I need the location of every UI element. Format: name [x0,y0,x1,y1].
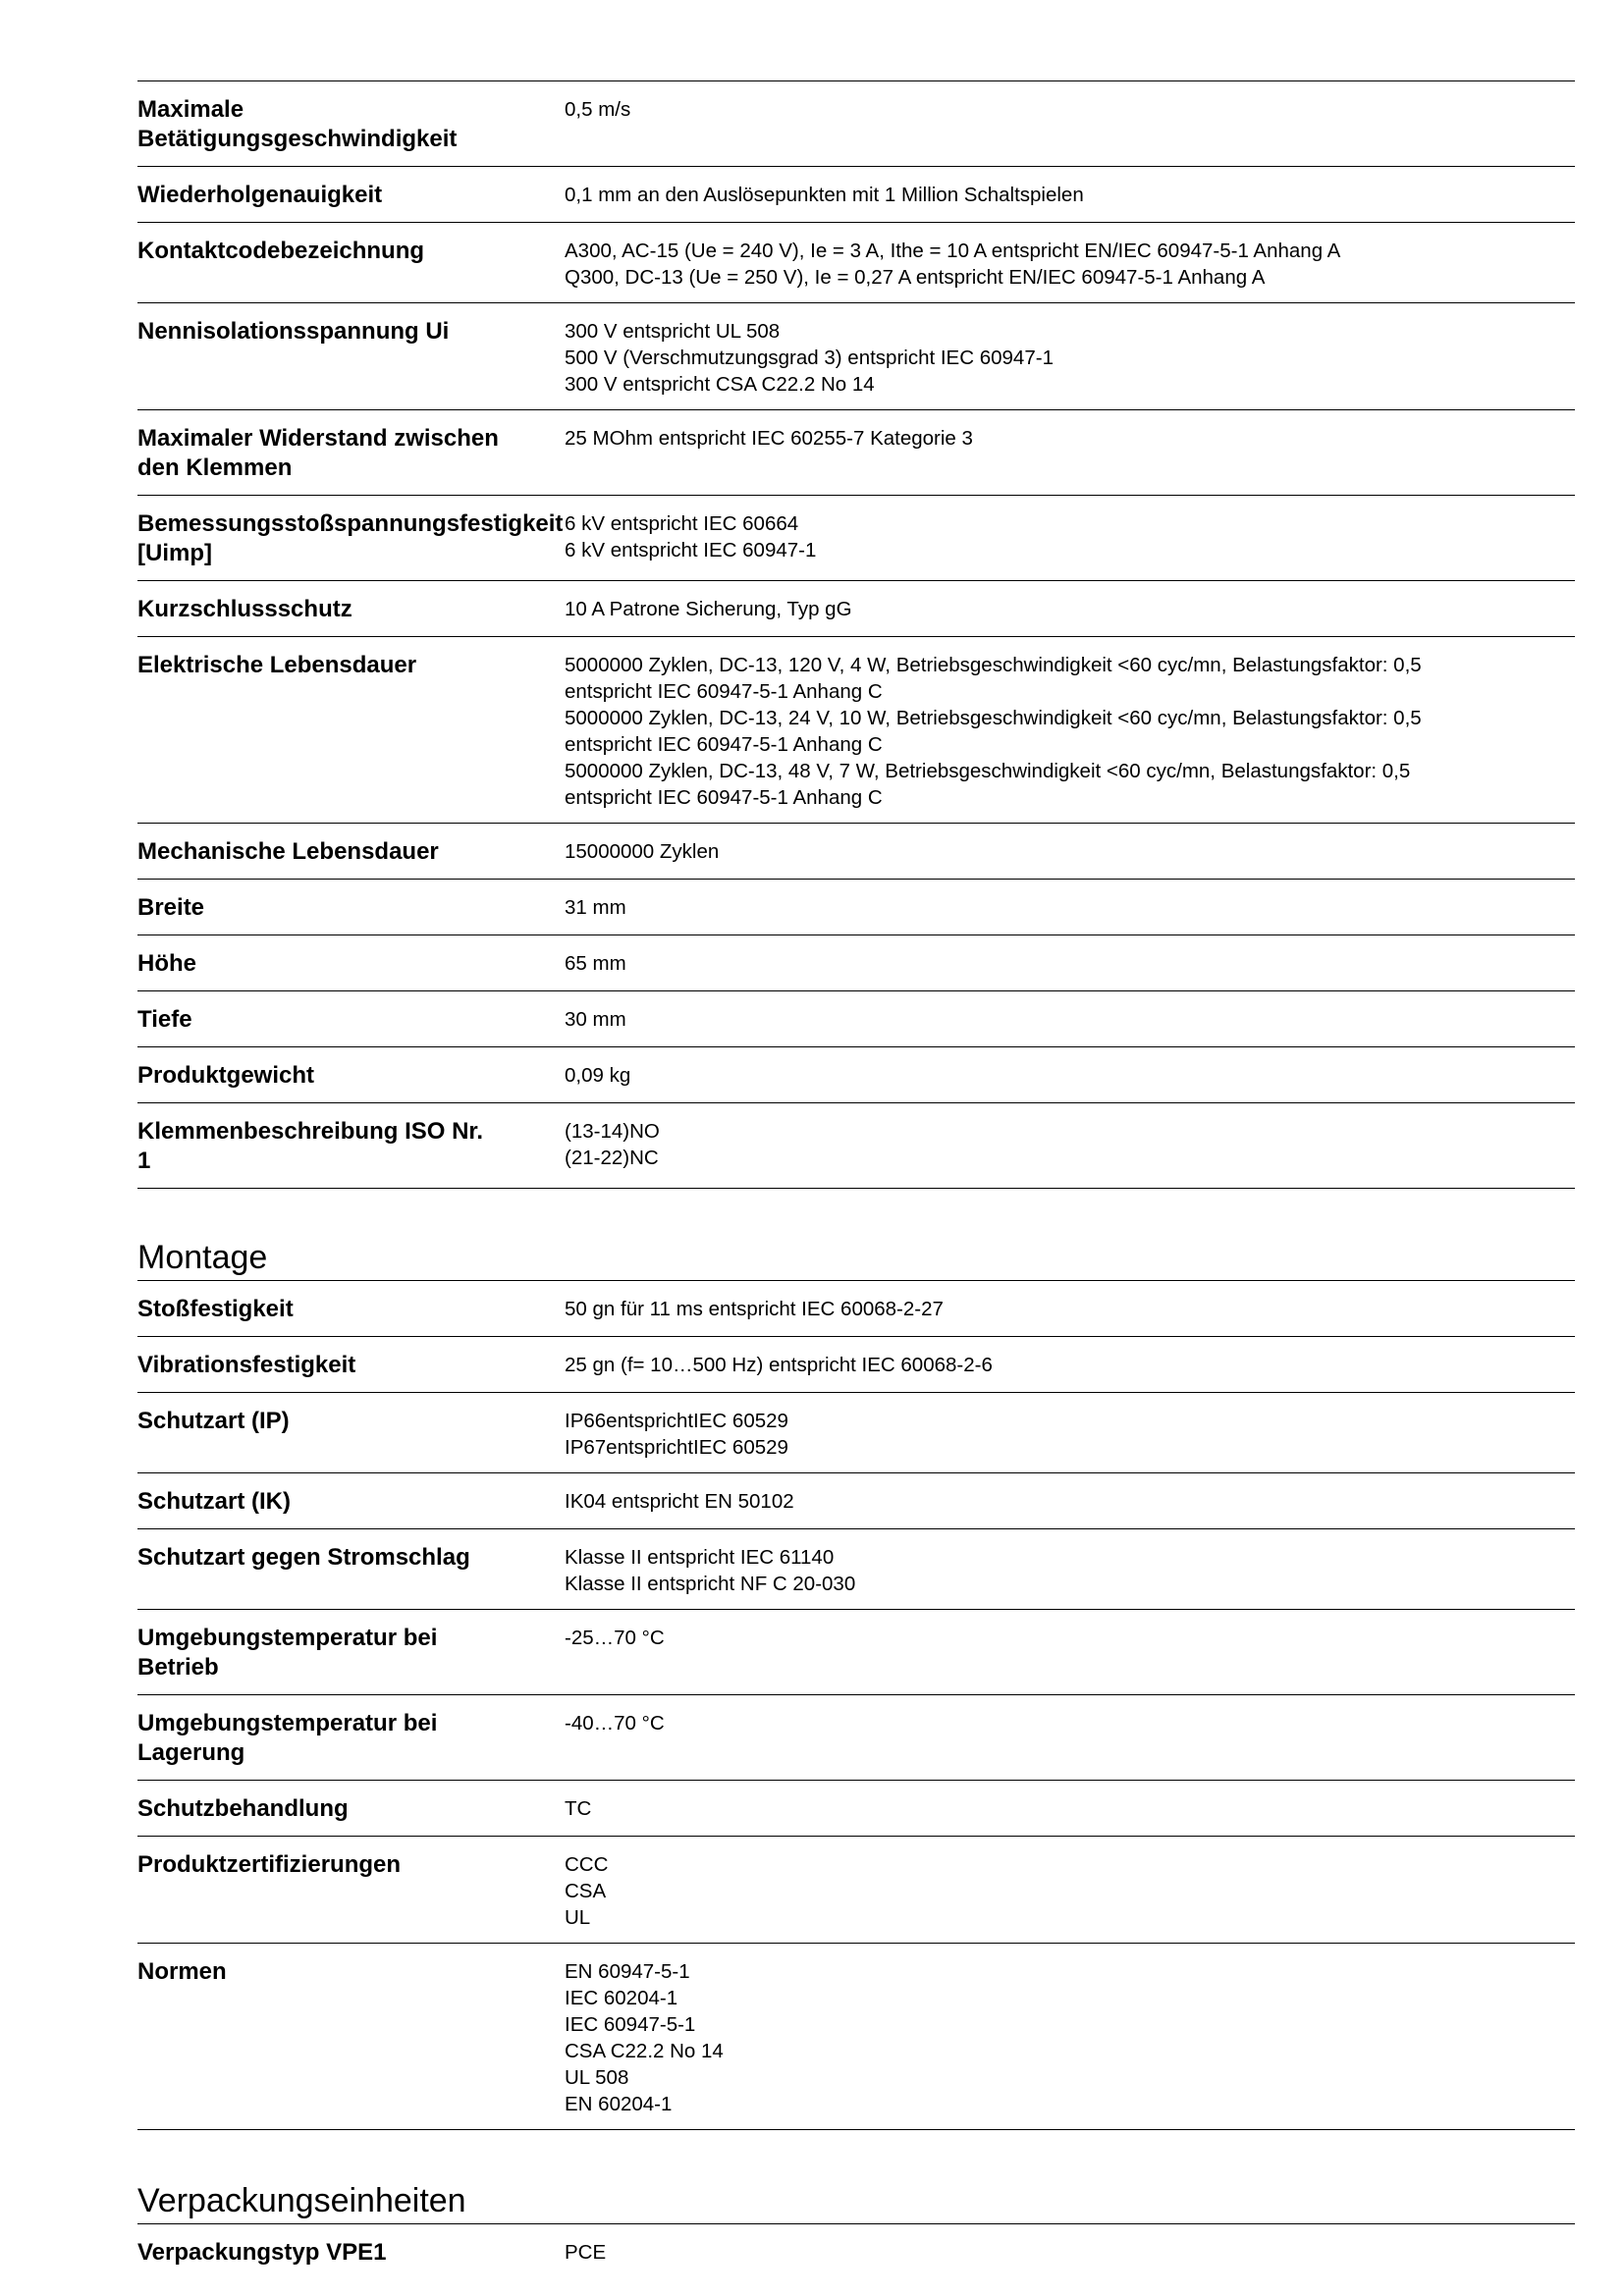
spec-value [565,1487,1575,1517]
spec-value-line: IEC 60947-5-1 [565,2013,696,2036]
spec-value-line: UL 508 [565,2066,629,2089]
spec-row [137,1393,1575,1473]
spec-value [565,1624,1575,1682]
spec-value [565,317,1575,398]
spec-row [137,1337,1575,1393]
spec-label: Schutzart gegen Stromschlag [137,1544,470,1571]
spec-value-line: Q300, DC-13 (Ue = 250 V), Ie = 0,27 A entspricht EN/IEC 60947-5-1 Anhang A [565,266,1266,289]
spec-row [137,167,1575,223]
spec-row [137,1837,1575,1944]
spec-value-line: 5000000 Zyklen, DC-13, 48 V, 7 W, Betriebsgeschwindigkeit <60 cyc/mn, Belastungsfaktor: 0,5 [565,760,1411,782]
spec-label: Vibrationsfestigkeit [137,1352,356,1378]
spec-value-line: 65 mm [565,952,626,975]
spec-row [137,1473,1575,1529]
spec-row [137,1781,1575,1837]
spec-value [565,1850,1575,1931]
spec-row [137,935,1575,991]
spec-value [565,1005,1575,1035]
spec-row [137,223,1575,303]
spec-value-line: 5000000 Zyklen, DC-13, 120 V, 4 W, Betriebsgeschwindigkeit <60 cyc/mn, Belastungsfaktor: 0,5 [565,654,1422,676]
spec-value-line: 0,09 kg [565,1064,631,1087]
spec-label: Höhe [137,950,196,977]
spec-value [565,237,1575,291]
spec-label: Verpackungstyp VPE1 [137,2239,387,2266]
spec-label: Produktzertifizierungen [137,1851,402,1878]
spec-row [137,581,1575,637]
spec-value-line: 6 kV entspricht IEC 60664 [565,512,799,535]
spec-row [137,1695,1575,1781]
packaging-section-header [137,2181,1575,2224]
spec-label: Umgebungstemperatur bei Betrieb [137,1625,438,1681]
spec-row [137,410,1575,496]
spec-label: Kontaktcodebezeichnung [137,238,425,264]
spec-label: Schutzart (IP) [137,1408,290,1434]
datasheet-page [137,80,1575,2279]
spec-row [137,1610,1575,1695]
spec-value-line: entspricht IEC 60947-5-1 Anhang C [565,733,883,756]
spec-row [137,1047,1575,1103]
spec-value-line: Klasse II entspricht IEC 61140 [565,1546,835,1569]
spec-value-line: 10 A Patrone Sicherung, Typ gG [565,598,852,620]
spec-value-line: EN 60204-1 [565,2093,673,2115]
spec-value [565,1543,1575,1597]
spec-row [137,1944,1575,2130]
spec-value-line: IEC 60204-1 [565,1987,678,2009]
spec-value-line: 25 MOhm entspricht IEC 60255-7 Kategorie 3 [565,427,973,450]
spec-label: Tiefe [137,1006,192,1033]
spec-row [137,303,1575,410]
spec-value-line: 0,1 mm an den Auslösepunkten mit 1 Million Schaltspielen [565,184,1084,206]
spec-label: Produktgewicht [137,1062,315,1089]
spec-value-line: IP66entsprichtIEC 60529 [565,1410,788,1432]
spec-label: Maximale Betätigungsgeschwindigkeit [137,96,458,152]
spec-row [137,81,1575,167]
spec-value [565,1957,1575,2117]
spec-value [565,424,1575,483]
spec-label: Breite [137,894,205,921]
spec-label: Schutzbehandlung [137,1795,349,1822]
spec-value [565,893,1575,923]
spec-label: Bemessungsstoßspannungsfestigkeit [Uimp] [137,510,564,566]
spec-label: Maximaler Widerstand zwischen den Klemmen [137,425,499,481]
spec-value-line: A300, AC-15 (Ue = 240 V), Ie = 3 A, Ithe = 10 A entspricht EN/IEC 60947-5-1 Anhang A [565,240,1341,262]
spec-row [137,637,1575,824]
spec-label: Mechanische Lebensdauer [137,838,439,865]
spec-value-line: 6 kV entspricht IEC 60947-1 [565,539,817,561]
spec-value-line: 5000000 Zyklen, DC-13, 24 V, 10 W, Betriebsgeschwindigkeit <60 cyc/mn, Belastungsfaktor: 0,5 [565,707,1422,729]
spec-label: Normen [137,1958,227,1985]
spec-row [137,496,1575,581]
spec-row [137,880,1575,935]
spec-value [565,949,1575,979]
spec-value-line: UL [565,1906,591,1929]
spec-label: Stoßfestigkeit [137,1296,294,1322]
spec-value-line: CSA C22.2 No 14 [565,2040,724,2062]
spec-value-line: CCC [565,1853,609,1876]
spec-row [137,1529,1575,1610]
spec-value-line: IP67entsprichtIEC 60529 [565,1436,788,1459]
montage-spec-table [137,1281,1575,2130]
spec-value [565,1407,1575,1461]
electrical-spec-table [137,80,1575,1189]
spec-value-line: 25 gn (f= 10…500 Hz) entspricht IEC 60068-2-6 [565,1354,993,1376]
spec-value [565,1061,1575,1091]
spec-value [565,837,1575,867]
spec-row [137,2224,1575,2279]
spec-value-line: 15000000 Zyklen [565,840,720,863]
spec-value [565,1295,1575,1324]
packaging-spec-table [137,2224,1575,2279]
section-title-packaging: Verpackungseinheiten [137,2182,466,2219]
spec-label: Umgebungstemperatur bei Lagerung [137,1710,438,1766]
spec-value-line: 300 V entspricht CSA C22.2 No 14 [565,373,875,396]
spec-value-line: (21-22)NC [565,1147,659,1169]
spec-row [137,991,1575,1047]
spec-value-line: Klasse II entspricht NF C 20-030 [565,1573,856,1595]
spec-value [565,1794,1575,1824]
spec-row [137,1103,1575,1189]
spec-value-line: 300 V entspricht UL 508 [565,320,781,343]
spec-value-line: TC [565,1797,592,1820]
spec-value [565,595,1575,624]
spec-value-line: EN 60947-5-1 [565,1960,690,1983]
spec-value-line: CSA [565,1880,607,1902]
spec-value-line: 500 V (Verschmutzungsgrad 3) entspricht IEC 60947-1 [565,347,1054,369]
spec-value-line: 30 mm [565,1008,626,1031]
spec-value [565,1709,1575,1768]
spec-value [565,2238,1575,2268]
spec-row [137,1281,1575,1337]
spec-value-line: (13-14)NO [565,1120,660,1143]
spec-label: Kurzschlussschutz [137,596,352,622]
spec-label: Elektrische Lebensdauer [137,652,417,678]
spec-row [137,824,1575,880]
spec-label: Nennisolationsspannung Ui [137,318,450,345]
spec-value-line: IK04 entspricht EN 50102 [565,1490,794,1513]
spec-value [565,181,1575,210]
spec-value-line: 50 gn für 11 ms entspricht IEC 60068-2-27 [565,1298,944,1320]
spec-value [565,509,1575,568]
spec-label: Schutzart (IK) [137,1488,291,1515]
spec-label: Klemmenbeschreibung ISO Nr. 1 [137,1118,484,1174]
spec-value [565,1351,1575,1380]
spec-value-line: entspricht IEC 60947-5-1 Anhang C [565,680,883,703]
spec-value [565,651,1575,811]
spec-value-line: 31 mm [565,896,626,919]
spec-label: Wiederholgenauigkeit [137,182,383,208]
section-title-montage: Montage [137,1239,268,1276]
spec-value-line: -40…70 °C [565,1712,665,1735]
spec-value [565,95,1575,154]
spec-value-line: PCE [565,2241,607,2264]
spec-value-line: 0,5 m/s [565,98,631,121]
montage-section-header [137,1238,1575,1281]
spec-value-line: -25…70 °C [565,1627,665,1649]
spec-value-line: entspricht IEC 60947-5-1 Anhang C [565,786,883,809]
spec-value [565,1117,1575,1176]
